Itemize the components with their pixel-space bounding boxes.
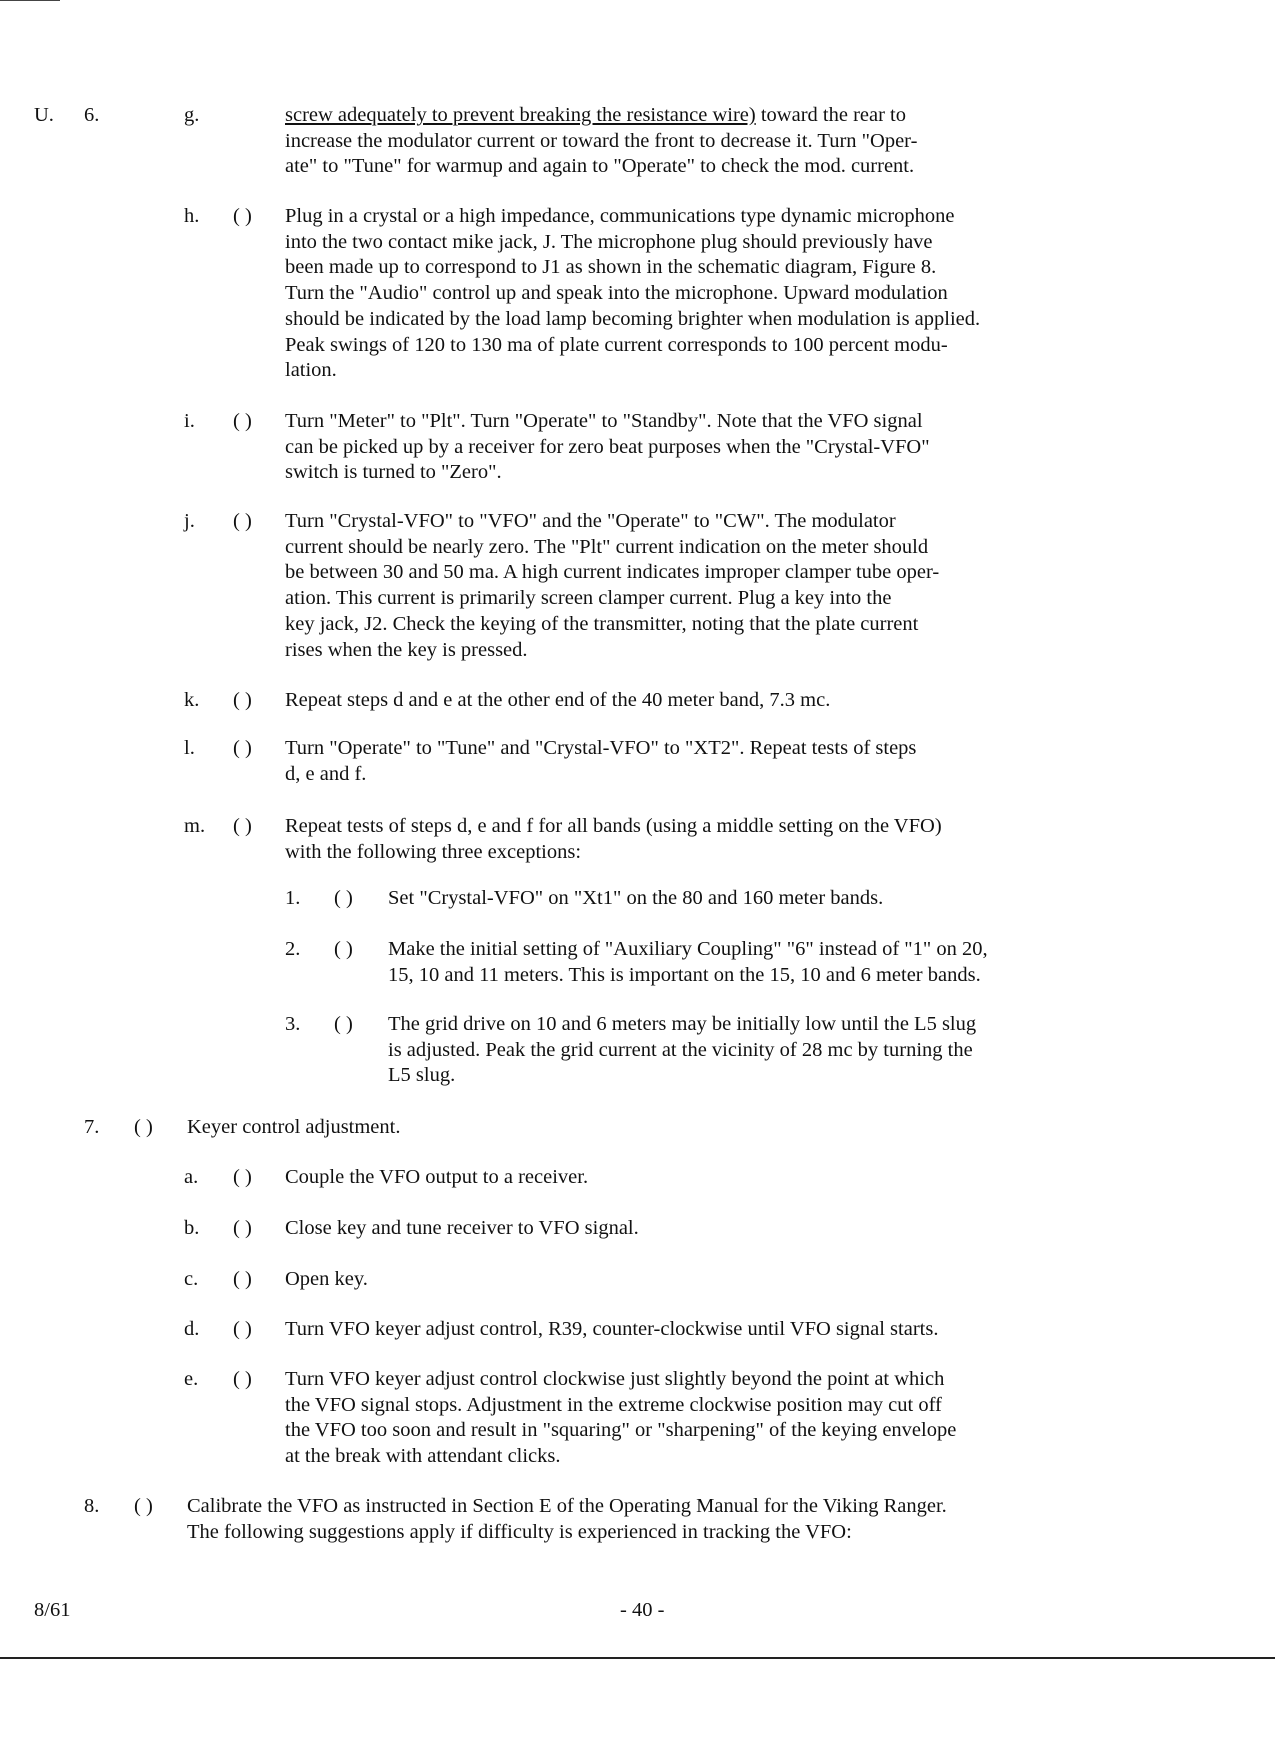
checkbox-mark[interactable]: ( ) [233, 1318, 252, 1340]
step-label: 8. [84, 1495, 100, 1517]
text-remainder: toward the rear to [755, 104, 907, 126]
step-text-line: can be picked up by a receiver for zero beat purposes when the "Crystal-VFO" [285, 435, 930, 458]
step-label: h. [184, 205, 200, 227]
step-label: i. [184, 410, 195, 432]
step-text-line: Turn VFO keyer adjust control, R39, counter-clockwise until VFO signal starts. [285, 1318, 939, 1340]
checkbox-mark[interactable]: ( ) [233, 1268, 252, 1290]
step-text-line: Set "Crystal-VFO" on "Xt1" on the 80 and 160 meter bands. [388, 887, 884, 909]
checkbox-mark[interactable]: ( ) [233, 1368, 252, 1390]
step-text-line: The following suggestions apply if difficulty is experienced in tracking the VFO: [187, 1520, 852, 1543]
section-letter: U. [34, 104, 54, 126]
step-text-line: Peak swings of 120 to 130 ma of plate current corresponds to 100 percent modu- [285, 333, 948, 356]
step-text-line: increase the modulator current or toward the front to decrease it. Turn "Oper- [285, 129, 918, 152]
step-text-line: at the break with attendant clicks. [285, 1445, 561, 1468]
step-text-line: Calibrate the VFO as instructed in Section E of the Operating Manual for the Viking Ranger. [187, 1495, 947, 1517]
step-text-line: L5 slug. [388, 1064, 456, 1087]
step-label: m. [184, 815, 206, 837]
step-text-line: Repeat tests of steps d, e and f for all bands (using a middle setting on the VFO) [285, 815, 942, 837]
step-text-line: 15, 10 and 11 meters. This is important on the 15, 10 and 6 meter bands. [388, 963, 981, 986]
step-text-line: the VFO too soon and result in "squaring" or "sharpening" of the keying envelope [285, 1419, 957, 1442]
step-label: d. [184, 1318, 200, 1340]
step-label: c. [184, 1268, 199, 1290]
checkbox-mark[interactable]: ( ) [233, 1166, 252, 1188]
step-title: Keyer control adjustment. [187, 1116, 401, 1138]
step-text-line: switch is turned to "Zero". [285, 461, 502, 484]
checkbox-mark[interactable]: ( ) [233, 1217, 252, 1239]
step-label: 3. [285, 1013, 301, 1035]
step-text-line: rises when the key is pressed. [285, 638, 528, 661]
step-text-line: Make the initial setting of "Auxiliary Coupling" "6" instead of "1" on 20, [388, 938, 988, 960]
step-text-line: Turn "Crystal-VFO" to "VFO" and the "Operate" to "CW". The modulator [285, 510, 896, 532]
page-number: - 40 - [620, 1599, 665, 1621]
step-text-line: current should be nearly zero. The "Plt" current indication on the meter should [285, 535, 929, 558]
step-label: e. [184, 1368, 199, 1390]
step-label: l. [184, 737, 195, 759]
step-text-line: ation. This current is primarily screen clamper current. Plug a key into the [285, 587, 892, 610]
step-label: b. [184, 1217, 200, 1239]
step-text-line: key jack, J2. Check the keying of the transmitter, noting that the plate current [285, 612, 919, 635]
step-label: k. [184, 689, 200, 711]
step-text-line: the VFO signal stops. Adjustment in the extreme clockwise position may cut off [285, 1393, 942, 1416]
step-text-line: Plug in a crystal or a high impedance, communications type dynamic microphone [285, 205, 955, 227]
step-text-line: Open key. [285, 1268, 368, 1290]
step-text-line: be between 30 and 50 ma. A high current indicates improper clamper tube oper- [285, 561, 940, 584]
step-label: 7. [84, 1116, 100, 1138]
step-text-line: The grid drive on 10 and 6 meters may be initially low until the L5 slug [388, 1013, 977, 1035]
checkbox-mark[interactable]: ( ) [334, 938, 353, 960]
step-text-line: Turn "Meter" to "Plt". Turn "Operate" to "Standby". Note that the VFO signal [285, 410, 923, 432]
checkbox-mark[interactable]: ( ) [334, 1013, 353, 1035]
checkbox-mark[interactable]: ( ) [233, 510, 252, 532]
checkbox-mark[interactable]: ( ) [334, 887, 353, 909]
underlined-phrase: screw adequately to prevent breaking the resistance wire) [285, 104, 756, 126]
step-text-line: Turn the "Audio" control up and speak into the microphone. Upward modulation [285, 282, 948, 305]
step-text-line: d, e and f. [285, 762, 367, 785]
checkbox-mark[interactable]: ( ) [134, 1116, 153, 1138]
step-text-line: Close key and tune receiver to VFO signal. [285, 1217, 639, 1239]
step-text-line: into the two contact mike jack, J. The microphone plug should previously have [285, 230, 933, 253]
checkbox-mark[interactable]: ( ) [233, 689, 252, 711]
bottom-rule [0, 1657, 1275, 1659]
step-text-line: is adjusted. Peak the grid current at the vicinity of 28 mc by turning the [388, 1038, 973, 1061]
step-text-line: Turn VFO keyer adjust control clockwise just slightly beyond the point at which [285, 1368, 945, 1390]
step-number: 6. [84, 104, 100, 126]
checkbox-mark[interactable]: ( ) [233, 815, 252, 837]
step-text-line: with the following three exceptions: [285, 840, 582, 863]
step-label: 1. [285, 887, 301, 909]
step-text-line: ate" to "Tune" for warmup and again to "Operate" to check the mod. current. [285, 155, 915, 178]
checkbox-mark[interactable]: ( ) [134, 1495, 153, 1517]
step-text-line: Turn "Operate" to "Tune" and "Crystal-VFO" to "XT2". Repeat tests of steps [285, 737, 917, 759]
step-text-line: Repeat steps d and e at the other end of the 40 meter band, 7.3 mc. [285, 689, 831, 711]
step-label: a. [184, 1166, 199, 1188]
step-label: 2. [285, 938, 301, 960]
step-text-line: been made up to correspond to J1 as shown in the schematic diagram, Figure 8. [285, 256, 937, 279]
step-text-line [285, 103, 906, 129]
scan-edge-mark [0, 0, 60, 1]
step-text-line: Couple the VFO output to a receiver. [285, 1166, 589, 1188]
step-text-line: lation. [285, 359, 337, 382]
step-label: j. [184, 510, 195, 532]
step-label: g. [184, 104, 200, 126]
checkbox-mark[interactable]: ( ) [233, 737, 252, 759]
step-text-line: should be indicated by the load lamp becoming brighter when modulation is applied. [285, 307, 981, 330]
footer-date: 8/61 [34, 1599, 71, 1621]
checkbox-mark[interactable]: ( ) [233, 205, 252, 227]
checkbox-mark[interactable]: ( ) [233, 410, 252, 432]
